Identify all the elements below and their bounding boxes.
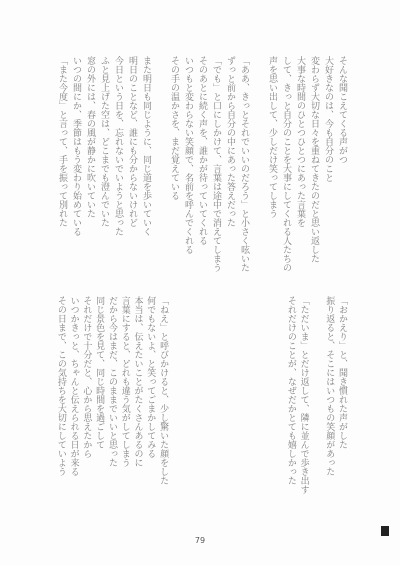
text-column: それだけで十分だと、心から思えたから bbox=[81, 296, 92, 458]
paragraph-break bbox=[184, 296, 195, 522]
paragraph-break bbox=[171, 296, 182, 522]
text-column: また明日も同じように、同じ道を歩いていく bbox=[141, 56, 151, 236]
text-column: いつの間にか、季節はもう変わり始めている bbox=[71, 56, 81, 236]
paragraph-break bbox=[235, 296, 246, 522]
paragraph-break bbox=[261, 296, 272, 522]
page-edge-mark bbox=[381, 526, 389, 536]
text-column: ふと見上げた空は、どこまでも澄んでいた bbox=[99, 56, 109, 227]
lower-text-tier bbox=[56, 296, 348, 522]
text-column: その日まで、この気持ちを大切にしていよう bbox=[56, 296, 66, 476]
text-column: 言葉にすると、どれも違う気がしてしまう bbox=[119, 296, 130, 467]
text-column: ずっと前から自分の中にあった答えだった bbox=[225, 56, 235, 227]
text-column: 大好きなのは、今も自分のこと bbox=[323, 56, 333, 182]
text-column: だから今はまだ、このままでいいと思った bbox=[107, 296, 117, 467]
paragraph-break bbox=[273, 296, 284, 522]
text-column: 窓の外には、春の風が静かに吹いていた bbox=[85, 56, 95, 218]
text-column: 声を思い出して、少しだけ笑ってしまう bbox=[267, 56, 277, 218]
paragraph-break bbox=[252, 56, 264, 282]
text-column: 「ただいま」とだけ返して、隣に並んで歩き出す bbox=[298, 296, 309, 494]
text-column: 本当は、伝えたいことがたくさんあるのに bbox=[132, 296, 143, 467]
text-column: 今日という日を、忘れないでいようと思った bbox=[113, 56, 123, 236]
text-column: いつもと変わらない笑顔で、名前を呼んでくれる bbox=[183, 56, 193, 254]
text-column: 「おかえり」と、聞き慣れた声がした bbox=[337, 296, 347, 449]
text-column: 「ああ、きっとそれでいいのだろう」と小さく呟いた bbox=[239, 56, 249, 272]
paragraph-break bbox=[222, 296, 233, 522]
paragraph-break bbox=[154, 56, 166, 282]
text-column: そのあとに続く声を、誰かが待っていてくれる bbox=[197, 56, 207, 245]
paragraph-break bbox=[209, 296, 220, 522]
text-column: 「ねえ」と呼びかけると、少し驚いた顔をした bbox=[158, 296, 169, 485]
text-column: 振り返ると、そこにはいつもの笑顔があった bbox=[324, 296, 335, 476]
upper-text-tier bbox=[56, 56, 348, 282]
text-column: して、きっと自分のことを大事にしてくれる人たちの bbox=[281, 56, 291, 272]
text-column: 「また今度」と言って、手を振って別れた bbox=[57, 56, 67, 227]
paragraph-break bbox=[197, 296, 208, 522]
page-number: 79 bbox=[194, 536, 206, 545]
paragraph-break bbox=[312, 296, 323, 522]
text-column: 「でも」と口にしかけて、言葉は途中で消えてしまう bbox=[211, 56, 221, 272]
text-column: 何でもないよ、と笑ってごまかしてみる bbox=[145, 296, 156, 458]
text-column: 変わらず大切な日々を重ねてきたのだと思い返した bbox=[309, 56, 319, 263]
text-column: 大事な時間のひとつひとつにあった言葉を bbox=[295, 56, 305, 227]
text-column: 同じ景色を見て、同じ時間を過ごして bbox=[94, 296, 105, 449]
text-column: その手の温かさを、まだ覚えている bbox=[169, 56, 179, 200]
text-column: 明日のことなど、誰にも分からないけれど bbox=[127, 56, 137, 227]
text-column: いつかきっと、ちゃんと伝えられる日が来る bbox=[68, 296, 79, 476]
paragraph-break bbox=[248, 296, 259, 522]
text-column: それだけのことが、なぜだかとても嬉しかった bbox=[286, 296, 296, 485]
text-column: そんな聞こえてくる声がつ bbox=[337, 56, 347, 164]
